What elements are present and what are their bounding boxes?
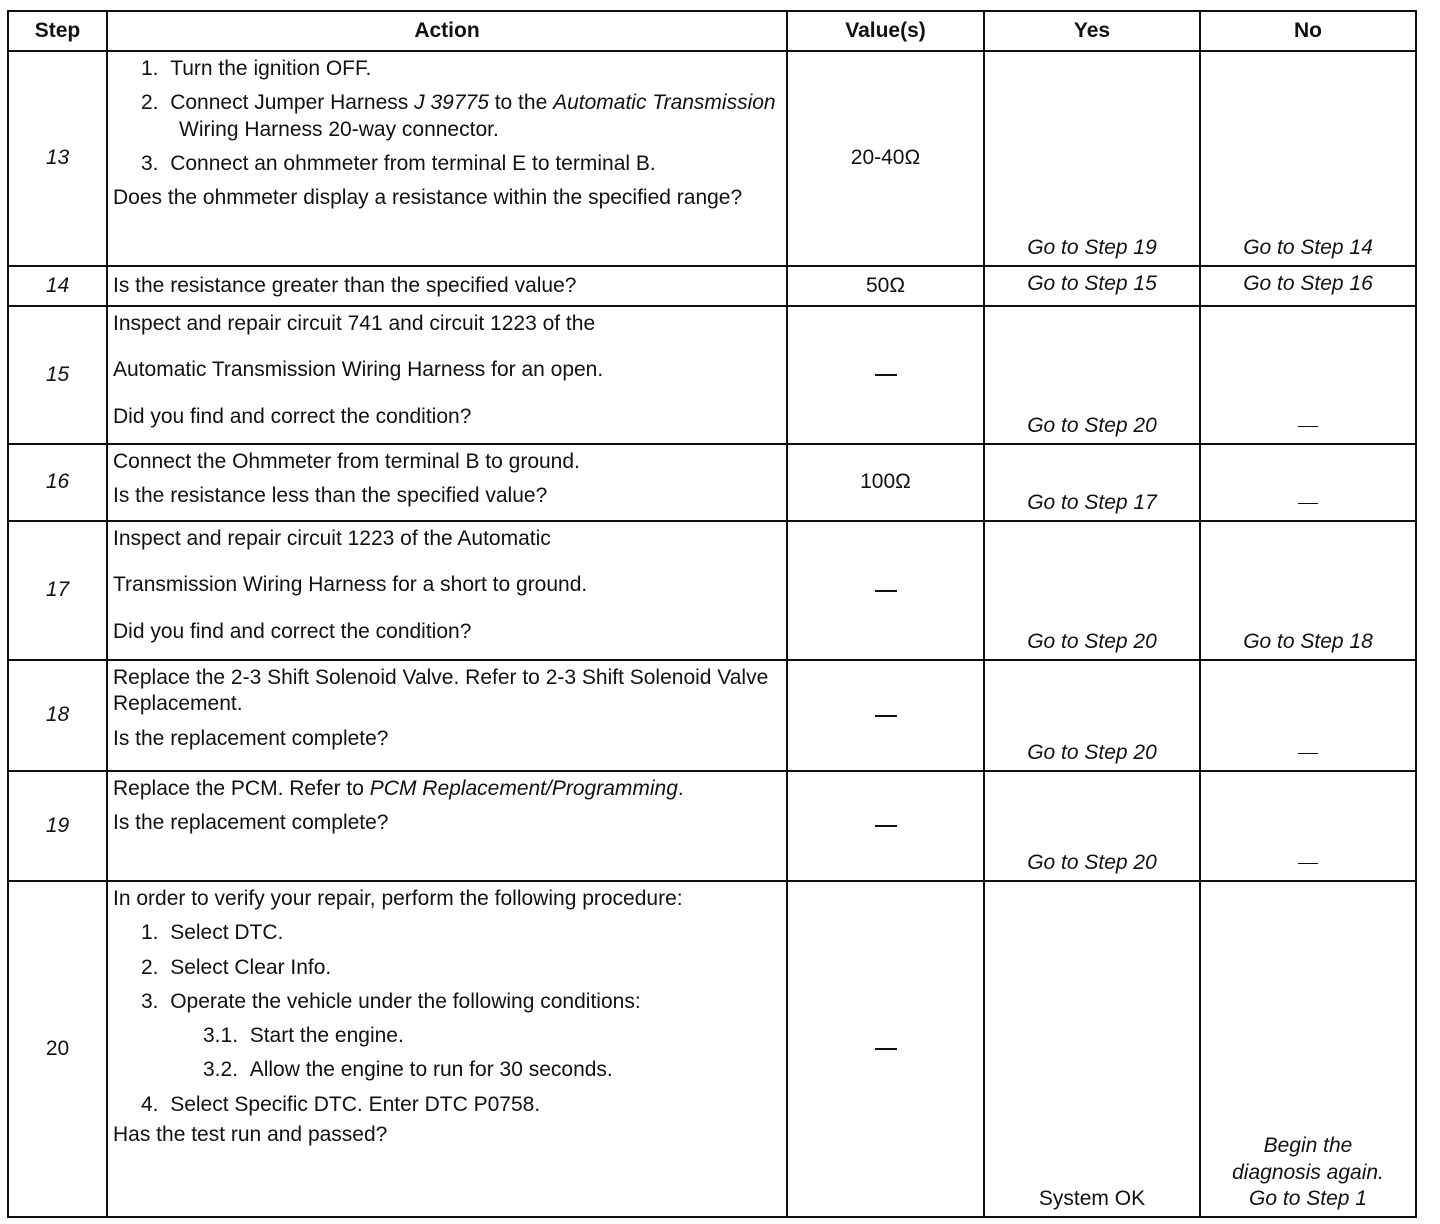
header-yes: Yes [984, 11, 1200, 51]
no-cell: Go to Step 18 [1200, 521, 1416, 660]
no-text-line: diagnosis again. [1232, 1160, 1384, 1184]
action-question: Did you find and correct the condition? [113, 404, 472, 428]
table-row-step-19 [8, 771, 1416, 881]
dash-mark [1298, 863, 1318, 864]
table-row-step-15 [8, 306, 1416, 444]
dash-mark [1298, 426, 1318, 427]
header-no: No [1200, 11, 1416, 51]
action-text: Inspect and repair circuit 1223 of the Automatic [113, 527, 551, 550]
table-row-step-14 [8, 266, 1416, 306]
header-value: Value(s) [787, 11, 984, 51]
no-text-line: Begin the [1263, 1134, 1353, 1158]
step-number: 18 [8, 660, 107, 771]
dash-mark [875, 374, 897, 376]
action-item: 3. Operate the vehicle under the following conditions: [141, 989, 641, 1013]
action-question: Does the ohmmeter display a resistance within the specified range? [113, 186, 743, 209]
yes-cell: Go to Step 15 [984, 266, 1200, 306]
table-row-step-13 [8, 51, 1416, 266]
dash-mark [1298, 503, 1318, 504]
step-number: 17 [8, 521, 107, 660]
action-item: 4. Select Specific DTC. Enter DTC P0758. [141, 1092, 541, 1116]
dash-mark [875, 590, 897, 592]
diagnostic-table [7, 10, 1417, 1218]
header-row [8, 11, 1416, 51]
yes-cell: Go to Step 20 [984, 521, 1200, 660]
value-cell [787, 521, 984, 660]
value-cell [787, 660, 984, 771]
action-item: 1. Turn the ignition OFF. [141, 57, 372, 80]
no-cell [1200, 881, 1416, 1217]
action-text: Replace the PCM. Refer to PCM Replacement/Programming. [113, 777, 684, 800]
action-text: Replace the 2-3 Shift Solenoid Valve. Refer to 2-3 Shift Solenoid Valve Replacement. [113, 666, 769, 716]
action-subitem: 3.2. Allow the engine to run for 30 seconds. [203, 1058, 613, 1082]
yes-cell: Go to Step 20 [984, 771, 1200, 881]
action-cell [107, 771, 787, 881]
action-text: In order to verify your repair, perform the following procedure: [113, 887, 683, 910]
no-text-line: Go to Step 1 [1249, 1186, 1367, 1210]
value-cell [787, 771, 984, 881]
action-cell [107, 51, 787, 266]
action-cell [107, 444, 787, 521]
table-row-step-16 [8, 444, 1416, 521]
action-item: 3. Connect an ohmmeter from terminal E to terminal B. [141, 151, 656, 175]
yes-cell: Go to Step 19 [984, 51, 1200, 266]
no-cell [1200, 660, 1416, 771]
yes-cell: Go to Step 17 [984, 444, 1200, 521]
table-row-step-20 [8, 881, 1416, 1217]
step-number: 15 [8, 306, 107, 444]
no-cell [1200, 771, 1416, 881]
value-cell: 20-40Ω [787, 51, 984, 266]
no-cell: Go to Step 14 [1200, 51, 1416, 266]
yes-cell: Go to Step 20 [984, 306, 1200, 444]
value-cell: 50Ω [787, 266, 984, 306]
table-row-step-18 [8, 660, 1416, 771]
action-text: Connect the Ohmmeter from terminal B to ground. [113, 450, 580, 473]
action-item: 2. Connect Jumper Harness J 39775 to the Automatic Transmission Wiring Harness 20-way connector. [141, 91, 776, 141]
no-cell [1200, 306, 1416, 444]
action-question: Is the resistance less than the specified value? [113, 484, 548, 508]
step-number: 14 [8, 266, 107, 306]
step-number: 20 [8, 881, 107, 1217]
value-cell [787, 881, 984, 1217]
action-question: Is the replacement complete? [113, 726, 389, 750]
no-cell: Go to Step 16 [1200, 266, 1416, 306]
action-text: Automatic Transmission Wiring Harness for an open. [113, 358, 604, 382]
action-item: 2. Select Clear Info. [141, 955, 332, 979]
action-cell [107, 881, 787, 1217]
value-cell [787, 306, 984, 444]
yes-cell: Go to Step 20 [984, 660, 1200, 771]
yes-cell: System OK [984, 881, 1200, 1217]
dash-mark [875, 1048, 897, 1050]
action-question: Has the test run and passed? [113, 1122, 388, 1146]
dash-mark [875, 715, 897, 717]
step-number: 19 [8, 771, 107, 881]
value-cell: 100Ω [787, 444, 984, 521]
action-text: Inspect and repair circuit 741 and circuit 1223 of the [113, 312, 596, 335]
action-cell [107, 306, 787, 444]
action-question: Is the resistance greater than the specified value? [107, 266, 787, 306]
action-text: Transmission Wiring Harness for a short to ground. [113, 573, 588, 597]
action-item: 1. Select DTC. [141, 921, 284, 945]
dash-mark [875, 825, 897, 827]
header-step: Step [8, 11, 107, 51]
dash-mark [1298, 753, 1318, 754]
action-question: Is the replacement complete? [113, 811, 389, 835]
table-row-step-17 [8, 521, 1416, 660]
no-cell [1200, 444, 1416, 521]
action-cell [107, 521, 787, 660]
step-number: 13 [8, 51, 107, 266]
header-action: Action [107, 11, 787, 51]
action-cell [107, 660, 787, 771]
step-number: 16 [8, 444, 107, 521]
action-subitem: 3.1. Start the engine. [203, 1024, 404, 1047]
action-question: Did you find and correct the condition? [113, 619, 472, 643]
